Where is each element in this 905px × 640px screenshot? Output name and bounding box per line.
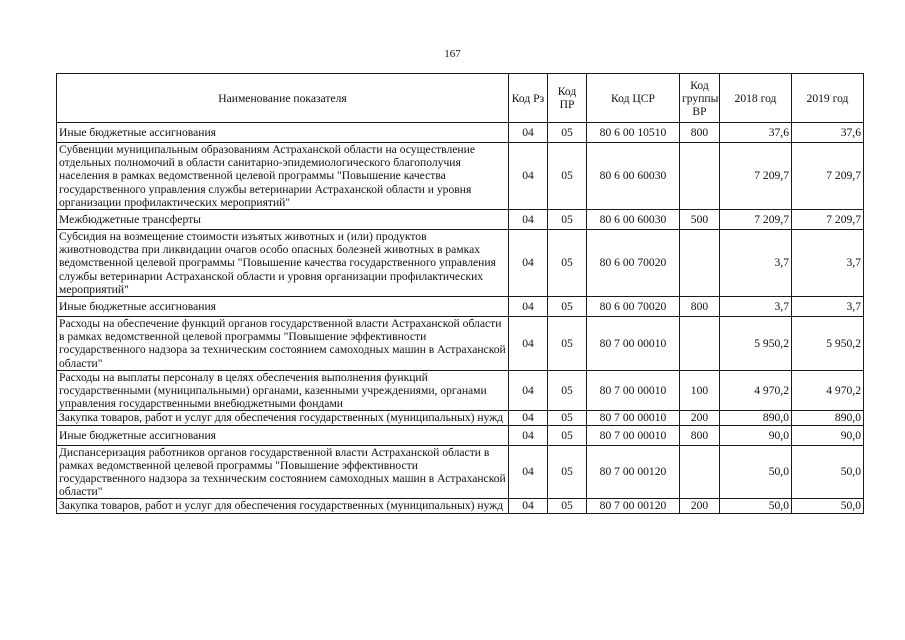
- row-rz: 04: [509, 445, 548, 499]
- table-row: [57, 445, 864, 499]
- row-csr: 80 7 00 00010: [587, 317, 680, 371]
- row-2019: 50,0: [792, 445, 864, 499]
- row-2019: 4 970,2: [792, 370, 864, 411]
- table-row: [57, 499, 864, 513]
- row-2019: 890,0: [792, 411, 864, 425]
- row-name: Закупка товаров, работ и услуг для обеспечения государственных (муниципальных) нужд: [57, 499, 509, 513]
- row-rz: 04: [509, 370, 548, 411]
- table-row: [57, 370, 864, 411]
- row-rz: 04: [509, 123, 548, 143]
- row-csr: 80 6 00 60030: [587, 210, 680, 230]
- row-pr: 05: [548, 297, 587, 317]
- row-vr: [680, 230, 720, 297]
- row-2018: 5 950,2: [720, 317, 792, 371]
- row-2019: 5 950,2: [792, 317, 864, 371]
- row-2018: 890,0: [720, 411, 792, 425]
- header-csr: Код ЦСР: [587, 74, 680, 123]
- row-2018: 4 970,2: [720, 370, 792, 411]
- row-2018: 50,0: [720, 499, 792, 513]
- row-pr: 05: [548, 370, 587, 411]
- row-pr: 05: [548, 143, 587, 210]
- row-vr: 800: [680, 425, 720, 445]
- row-csr: 80 7 00 00010: [587, 370, 680, 411]
- row-rz: 04: [509, 210, 548, 230]
- row-vr: 200: [680, 411, 720, 425]
- row-vr: 800: [680, 297, 720, 317]
- row-name: Иные бюджетные ассигнования: [57, 425, 509, 445]
- row-rz: 04: [509, 411, 548, 425]
- row-pr: 05: [548, 411, 587, 425]
- row-rz: 04: [509, 425, 548, 445]
- table-row: [57, 143, 864, 210]
- row-2018: 50,0: [720, 445, 792, 499]
- row-pr: 05: [548, 499, 587, 513]
- row-name: Иные бюджетные ассигнования: [57, 297, 509, 317]
- row-name: Субсидия на возмещение стоимости изъятых животных и (или) продуктов животноводства при ликвидации очагов особо опасных болезней животных в рамках ведомственной целевой программы "Повышение качества государственного управления службы ветеринарии Астраханской области и уровня организации профилактических мероприятий": [57, 230, 509, 297]
- row-vr: 100: [680, 370, 720, 411]
- header-vr: Код группы ВР: [680, 74, 720, 123]
- table-row: [57, 297, 864, 317]
- header-pr: Код ПР: [548, 74, 587, 123]
- row-2019: 3,7: [792, 230, 864, 297]
- row-name: Иные бюджетные ассигнования: [57, 123, 509, 143]
- row-csr: 80 7 00 00010: [587, 411, 680, 425]
- row-2019: 50,0: [792, 499, 864, 513]
- table-row: [57, 411, 864, 425]
- row-2018: 37,6: [720, 123, 792, 143]
- row-vr: [680, 143, 720, 210]
- row-pr: 05: [548, 123, 587, 143]
- row-pr: 05: [548, 425, 587, 445]
- row-rz: 04: [509, 143, 548, 210]
- header-2019: 2019 год: [792, 74, 864, 123]
- row-2019: 7 209,7: [792, 210, 864, 230]
- row-2019: 90,0: [792, 425, 864, 445]
- budget-table: [56, 73, 864, 514]
- row-vr: 500: [680, 210, 720, 230]
- row-2019: 7 209,7: [792, 143, 864, 210]
- row-2018: 7 209,7: [720, 143, 792, 210]
- table-header-row: [57, 74, 864, 123]
- table-row: [57, 123, 864, 143]
- row-rz: 04: [509, 499, 548, 513]
- row-name: Межбюджетные трансферты: [57, 210, 509, 230]
- row-csr: 80 6 00 10510: [587, 123, 680, 143]
- row-pr: 05: [548, 445, 587, 499]
- row-2019: 3,7: [792, 297, 864, 317]
- row-csr: 80 6 00 60030: [587, 143, 680, 210]
- row-name: Расходы на обеспечение функций органов государственной власти Астраханской области в рамках ведомственной целевой программы "Повышение эффективности государственного надзора за техническим состоянием самоходных машин в Астраханской области": [57, 317, 509, 371]
- row-csr: 80 7 00 00120: [587, 445, 680, 499]
- row-2019: 37,6: [792, 123, 864, 143]
- page-number: 167: [444, 48, 461, 60]
- row-name: Расходы на выплаты персоналу в целях обеспечения выполнения функций государственными (муниципальными) органами, казенными учреждениями, органами управления государственными внебюджетными фондами: [57, 370, 509, 411]
- row-name: Закупка товаров, работ и услуг для обеспечения государственных (муниципальных) нужд: [57, 411, 509, 425]
- row-name: Диспансеризация работников органов государственной власти Астраханской области в рамках ведомственной целевой программы "Повышение эффективности государственного надзора за техническим состоянием самоходных машин в Астраханской области": [57, 445, 509, 499]
- table-row: [57, 210, 864, 230]
- row-csr: 80 7 00 00010: [587, 425, 680, 445]
- row-pr: 05: [548, 317, 587, 371]
- row-2018: 7 209,7: [720, 210, 792, 230]
- table-row: [57, 425, 864, 445]
- row-csr: 80 7 00 00120: [587, 499, 680, 513]
- row-pr: 05: [548, 210, 587, 230]
- row-pr: 05: [548, 230, 587, 297]
- row-vr: 200: [680, 499, 720, 513]
- row-vr: [680, 445, 720, 499]
- row-2018: 90,0: [720, 425, 792, 445]
- row-vr: 800: [680, 123, 720, 143]
- header-name: Наименование показателя: [57, 74, 509, 123]
- row-vr: [680, 317, 720, 371]
- row-csr: 80 6 00 70020: [587, 230, 680, 297]
- row-name: Субвенции муниципальным образованиям Астраханской области на осуществление отдельных полномочий в области санитарно-эпидемиологического благополучия населения в рамках ведомственной целевой программы "Повышение качества государственного управления службы ветеринарии Астраханской области и уровня организации профилактических мероприятий": [57, 143, 509, 210]
- row-2018: 3,7: [720, 297, 792, 317]
- row-rz: 04: [509, 230, 548, 297]
- row-2018: 3,7: [720, 230, 792, 297]
- table-row: [57, 317, 864, 371]
- row-rz: 04: [509, 297, 548, 317]
- header-2018: 2018 год: [720, 74, 792, 123]
- table-row: [57, 230, 864, 297]
- row-rz: 04: [509, 317, 548, 371]
- header-rz: Код Рз: [509, 74, 548, 123]
- row-csr: 80 6 00 70020: [587, 297, 680, 317]
